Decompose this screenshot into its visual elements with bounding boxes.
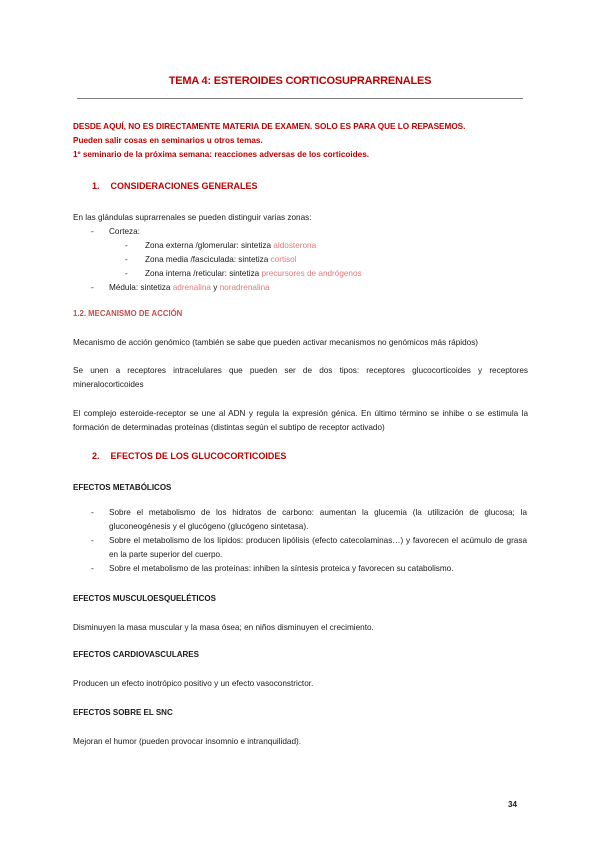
- cardiovascular-effects-heading: EFECTOS CARDIOVASCULARES: [73, 650, 199, 659]
- section-1-2-heading: 1.2. MECANISMO DE ACCIÓN: [73, 309, 183, 318]
- bullet-dash: -: [91, 227, 94, 236]
- section-2-title: EFECTOS DE LOS GLUCOCORTICOIDES: [110, 451, 287, 461]
- section-1-title: CONSIDERACIONES GENERALES: [110, 181, 258, 191]
- metabolic-item-carbohydrates: Sobre el metabolismo de los hidratos de carbono: aumentan la glucemia (la utilización de glucosa; la gluconeogénesis y el glucógeno (glucógeno sintetasa).: [109, 508, 527, 531]
- mechanism-paragraph-3: El complejo esteroide-receptor se une al ADN y regula la expresión génica. En último término se inhibe o se estimula la formación de determinadas proteínas (distintas según el subtipo de receptor activado): [73, 409, 528, 432]
- bullet-dash: -: [125, 255, 128, 264]
- section-2-heading: [92, 451, 286, 461]
- zone-internal: [145, 267, 362, 281]
- medula-text: Médula: sintetiza: [109, 283, 173, 292]
- section-2-number: 2.: [92, 451, 100, 461]
- bullet-dash: -: [125, 269, 128, 278]
- page-title: TEMA 4: ESTEROIDES CORTICOSUPRARRENALES: [168, 75, 432, 87]
- title-divider: [77, 98, 523, 99]
- bullet-dash: -: [91, 508, 94, 517]
- notice-line-3: 1º seminario de la próxima semana: reacciones adversas de los corticoides.: [73, 150, 370, 159]
- bullet-dash: -: [125, 241, 128, 250]
- section-1-number: 1.: [92, 181, 100, 191]
- medula-and: y: [210, 283, 220, 292]
- hormone-noradrenalina: noradrenalina: [219, 283, 270, 292]
- zone-middle: [145, 253, 297, 267]
- musculoskeletal-effects-text: Disminuyen la masa muscular y la masa ósea; en niños disminuyen el crecimiento.: [73, 623, 374, 632]
- mechanism-paragraph-1: Mecanismo de acción genómico (también se sabe que pueden activar mecanismos no genómicos más rápidos): [73, 338, 479, 347]
- hormone-aldosterona: aldosterona: [273, 241, 317, 250]
- musculoskeletal-effects-heading: EFECTOS MUSCULOESQUELÉTICOS: [73, 594, 216, 603]
- zone-middle-text: Zona media /fasciculada: sintetiza: [145, 255, 271, 264]
- metabolic-effects-heading: EFECTOS METABÓLICOS: [73, 483, 172, 492]
- zone-external-text: Zona externa /glomerular: sintetiza: [145, 241, 274, 250]
- metabolic-item-lipids: Sobre el metabolismo de los lípidos: producen lipólisis (efecto catecolaminas…) y favorecen el acúmulo de grasa en la parte superior del cuerpo.: [109, 536, 527, 559]
- hormone-cortisol: cortisol: [270, 255, 297, 264]
- mechanism-paragraph-2: Se unen a receptores intracelulares que pueden ser de dos tipos: receptores glucocorticoides y receptores mineralocorticoides: [73, 366, 528, 389]
- bullet-dash: -: [91, 536, 94, 545]
- cns-effects-text: Mejoran el humor (pueden provocar insomnio e intranquilidad).: [73, 737, 302, 746]
- cns-effects-heading: EFECTOS SOBRE EL SNC: [73, 708, 173, 717]
- notice-line-2: Pueden salir cosas en seminarios u otros temas.: [73, 136, 263, 145]
- notice-line-1: DESDE AQUÍ, NO ES DIRECTAMENTE MATERIA DE EXAMEN. SOLO ES PARA QUE LO REPASEMOS.: [73, 122, 466, 131]
- cardiovascular-effects-text: Producen un efecto inotrópico positivo y un efecto vasoconstrictor.: [73, 679, 314, 688]
- zone-internal-text: Zona interna /reticular: sintetiza: [145, 269, 262, 278]
- section-1-intro: En las glándulas suprarrenales se pueden distinguir varias zonas:: [73, 213, 312, 222]
- metabolic-item-proteins: Sobre el metabolismo de las proteínas: inhiben la síntesis proteica y favorecen su catabolismo.: [109, 564, 454, 573]
- medula-line: [109, 281, 270, 295]
- section-1-heading: [92, 181, 258, 191]
- page-number: 34: [508, 800, 517, 809]
- hormone-adrenalina: adrenalina: [172, 283, 211, 292]
- hormone-androgen-precursors: precursores de andrógenos: [261, 269, 362, 278]
- bullet-dash: -: [91, 283, 94, 292]
- corteza-label: Corteza:: [109, 227, 140, 236]
- bullet-dash: -: [91, 564, 94, 573]
- zone-external: [145, 239, 316, 253]
